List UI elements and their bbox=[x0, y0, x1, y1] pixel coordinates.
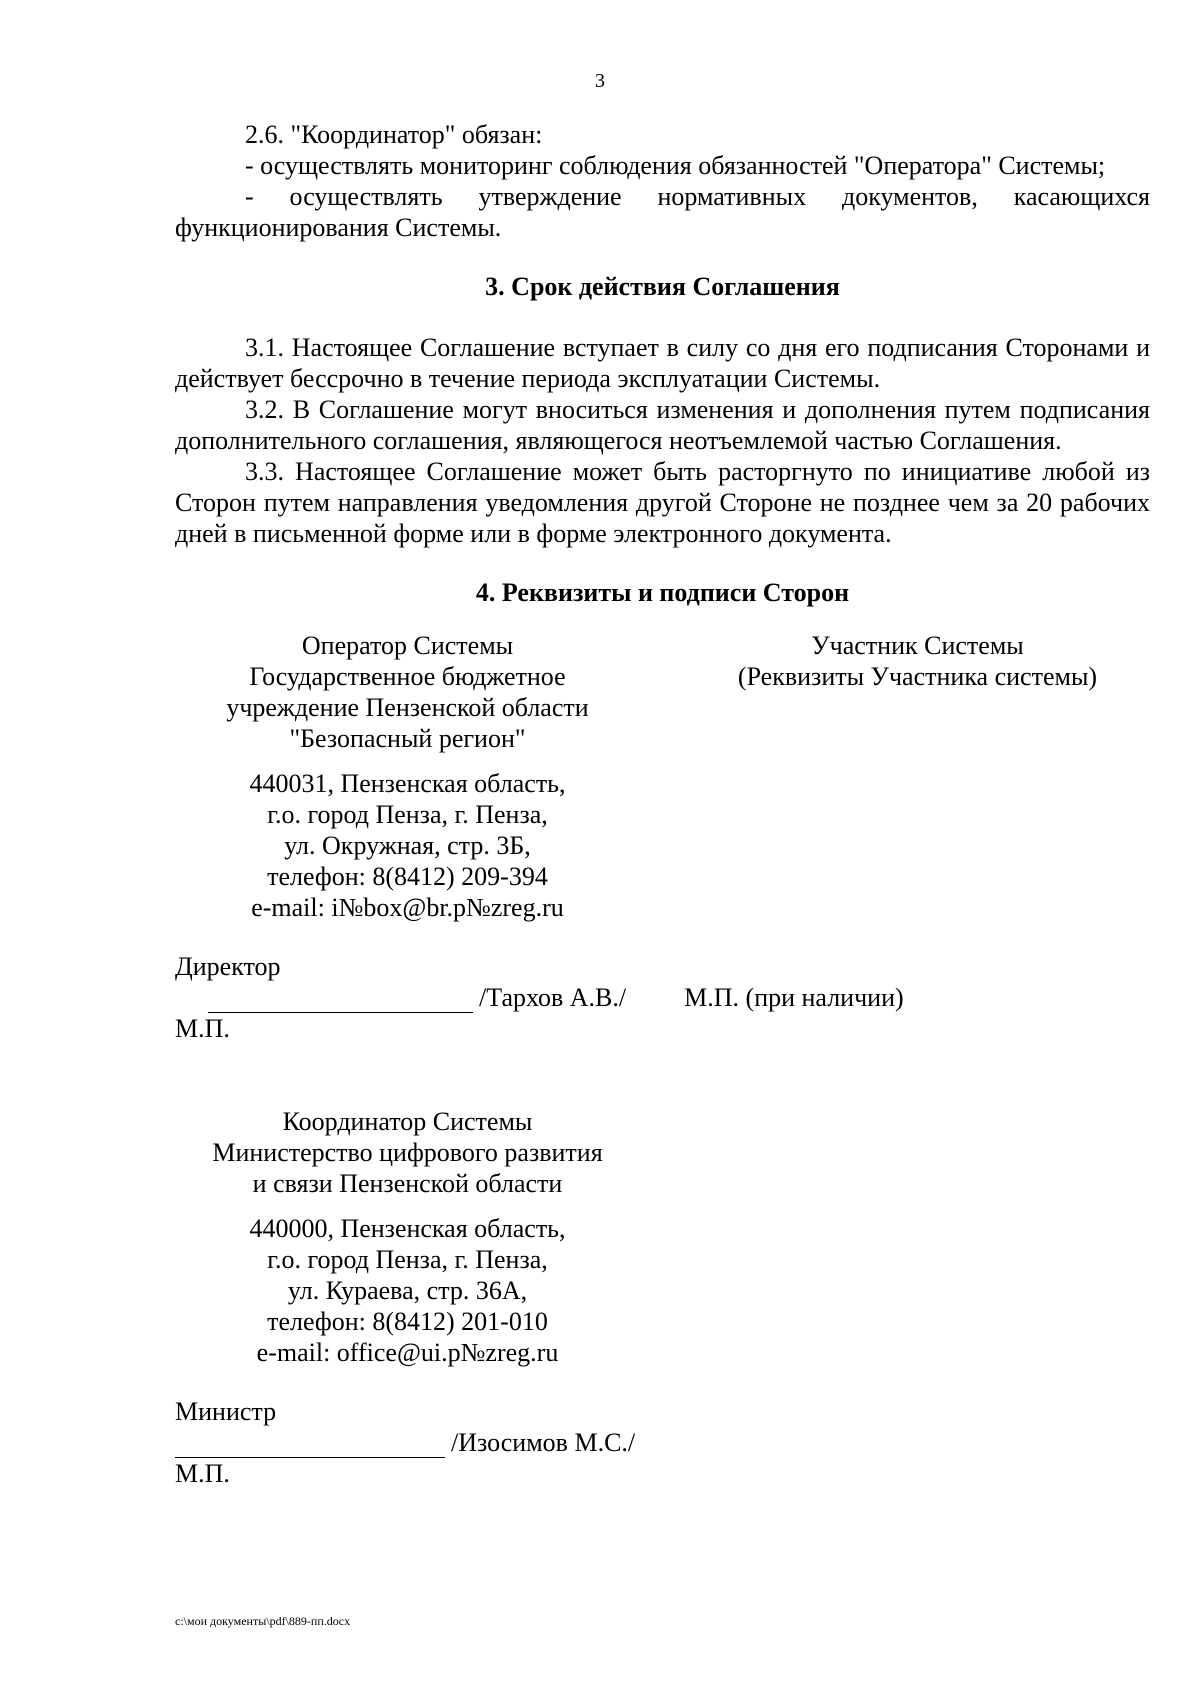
coordinator-position: Министр bbox=[175, 1397, 277, 1426]
clause-3-2: 3.2. В Соглашение могут вноситься изменения и дополнения путем подписания дополнительного соглашения, являющегося неотъемлемой частью Соглашения. bbox=[175, 395, 1150, 455]
operator-org-line-1: Государственное бюджетное bbox=[249, 662, 566, 691]
coordinator-address-1: 440000, Пензенская область, bbox=[249, 1214, 566, 1243]
coordinator-address-2: г.о. город Пенза, г. Пенза, bbox=[267, 1245, 548, 1274]
coordinator-email: e-mail: office@ui.p№zreg.ru bbox=[256, 1338, 559, 1367]
operator-signature-row bbox=[175, 982, 1150, 1013]
participant-details bbox=[685, 630, 1150, 923]
operator-signature-line bbox=[208, 990, 473, 1013]
operator-role: Оператор Системы bbox=[301, 631, 514, 660]
document-body bbox=[175, 119, 1150, 1489]
coordinator-signature-line bbox=[175, 1435, 445, 1458]
coordinator-org-line-2: и связи Пензенской области bbox=[252, 1169, 563, 1198]
clause-3-1: 3.1. Настоящее Соглашение вступает в силу со дня его подписания Сторонами и действует бессрочно в течение периода эксплуатации Системы. bbox=[175, 333, 1150, 393]
coordinator-stamp: М.П. bbox=[175, 1459, 230, 1488]
coordinator-role: Координатор Системы bbox=[282, 1107, 533, 1136]
participant-role: Участник Системы bbox=[811, 631, 1024, 660]
coordinator-signer: /Изосимов М.С./ bbox=[451, 1428, 636, 1457]
operator-address-3: ул. Окружная, стр. 3Б, bbox=[284, 831, 531, 860]
operator-org-line-3: "Безопасный регион" bbox=[289, 724, 526, 753]
operator-details bbox=[175, 630, 640, 923]
clause-3-3: 3.3. Настоящее Соглашение может быть расторгнуто по инициативе любой из Сторон путем направления уведомления другой Стороне не позднее чем за 20 рабочих дней в письменной форме или в форме электронного документа. bbox=[175, 457, 1150, 548]
clause-2-6-item-1: - осуществлять мониторинг соблюдения обязанностей "Оператора" Системы; bbox=[245, 151, 1106, 180]
operator-stamp: М.П. bbox=[175, 1014, 230, 1043]
clause-2-6-item-2: - осуществлять утверждение нормативных документов, касающихся функционирования Системы. bbox=[175, 182, 1150, 242]
operator-position: Директор bbox=[175, 952, 281, 981]
participant-requisites: (Реквизиты Участника системы) bbox=[737, 662, 1098, 691]
coordinator-phone: телефон: 8(8412) 201-010 bbox=[267, 1307, 548, 1336]
operator-signer: /Тархов А.В./ bbox=[479, 983, 627, 1012]
participant-stamp: М.П. (при наличии) bbox=[684, 983, 904, 1012]
operator-phone: телефон: 8(8412) 209-394 bbox=[267, 862, 548, 891]
section-3-heading: 3. Срок действия Соглашения bbox=[485, 272, 840, 301]
coordinator-signature-row bbox=[175, 1427, 1150, 1458]
operator-org-line-2: учреждение Пензенской области bbox=[226, 693, 589, 722]
coordinator-details bbox=[175, 1106, 640, 1368]
footer-file-path: c:\мои документы\pdf\889-пп.docx bbox=[175, 1614, 351, 1628]
page-number: 3 bbox=[595, 70, 605, 92]
coordinator-address-3: ул. Кураева, стр. 36А, bbox=[287, 1276, 528, 1305]
clause-2-6-title: 2.6. "Координатор" обязан: bbox=[245, 120, 543, 149]
operator-email: e-mail: i№box@br.p№zreg.ru bbox=[251, 893, 564, 922]
operator-address-1: 440031, Пензенская область, bbox=[249, 769, 566, 798]
parties-block bbox=[175, 630, 1150, 923]
operator-address-2: г.о. город Пенза, г. Пенза, bbox=[267, 800, 548, 829]
coordinator-org-line-1: Министерство цифрового развития bbox=[212, 1138, 603, 1167]
section-4-heading: 4. Реквизиты и подписи Сторон bbox=[475, 578, 850, 607]
